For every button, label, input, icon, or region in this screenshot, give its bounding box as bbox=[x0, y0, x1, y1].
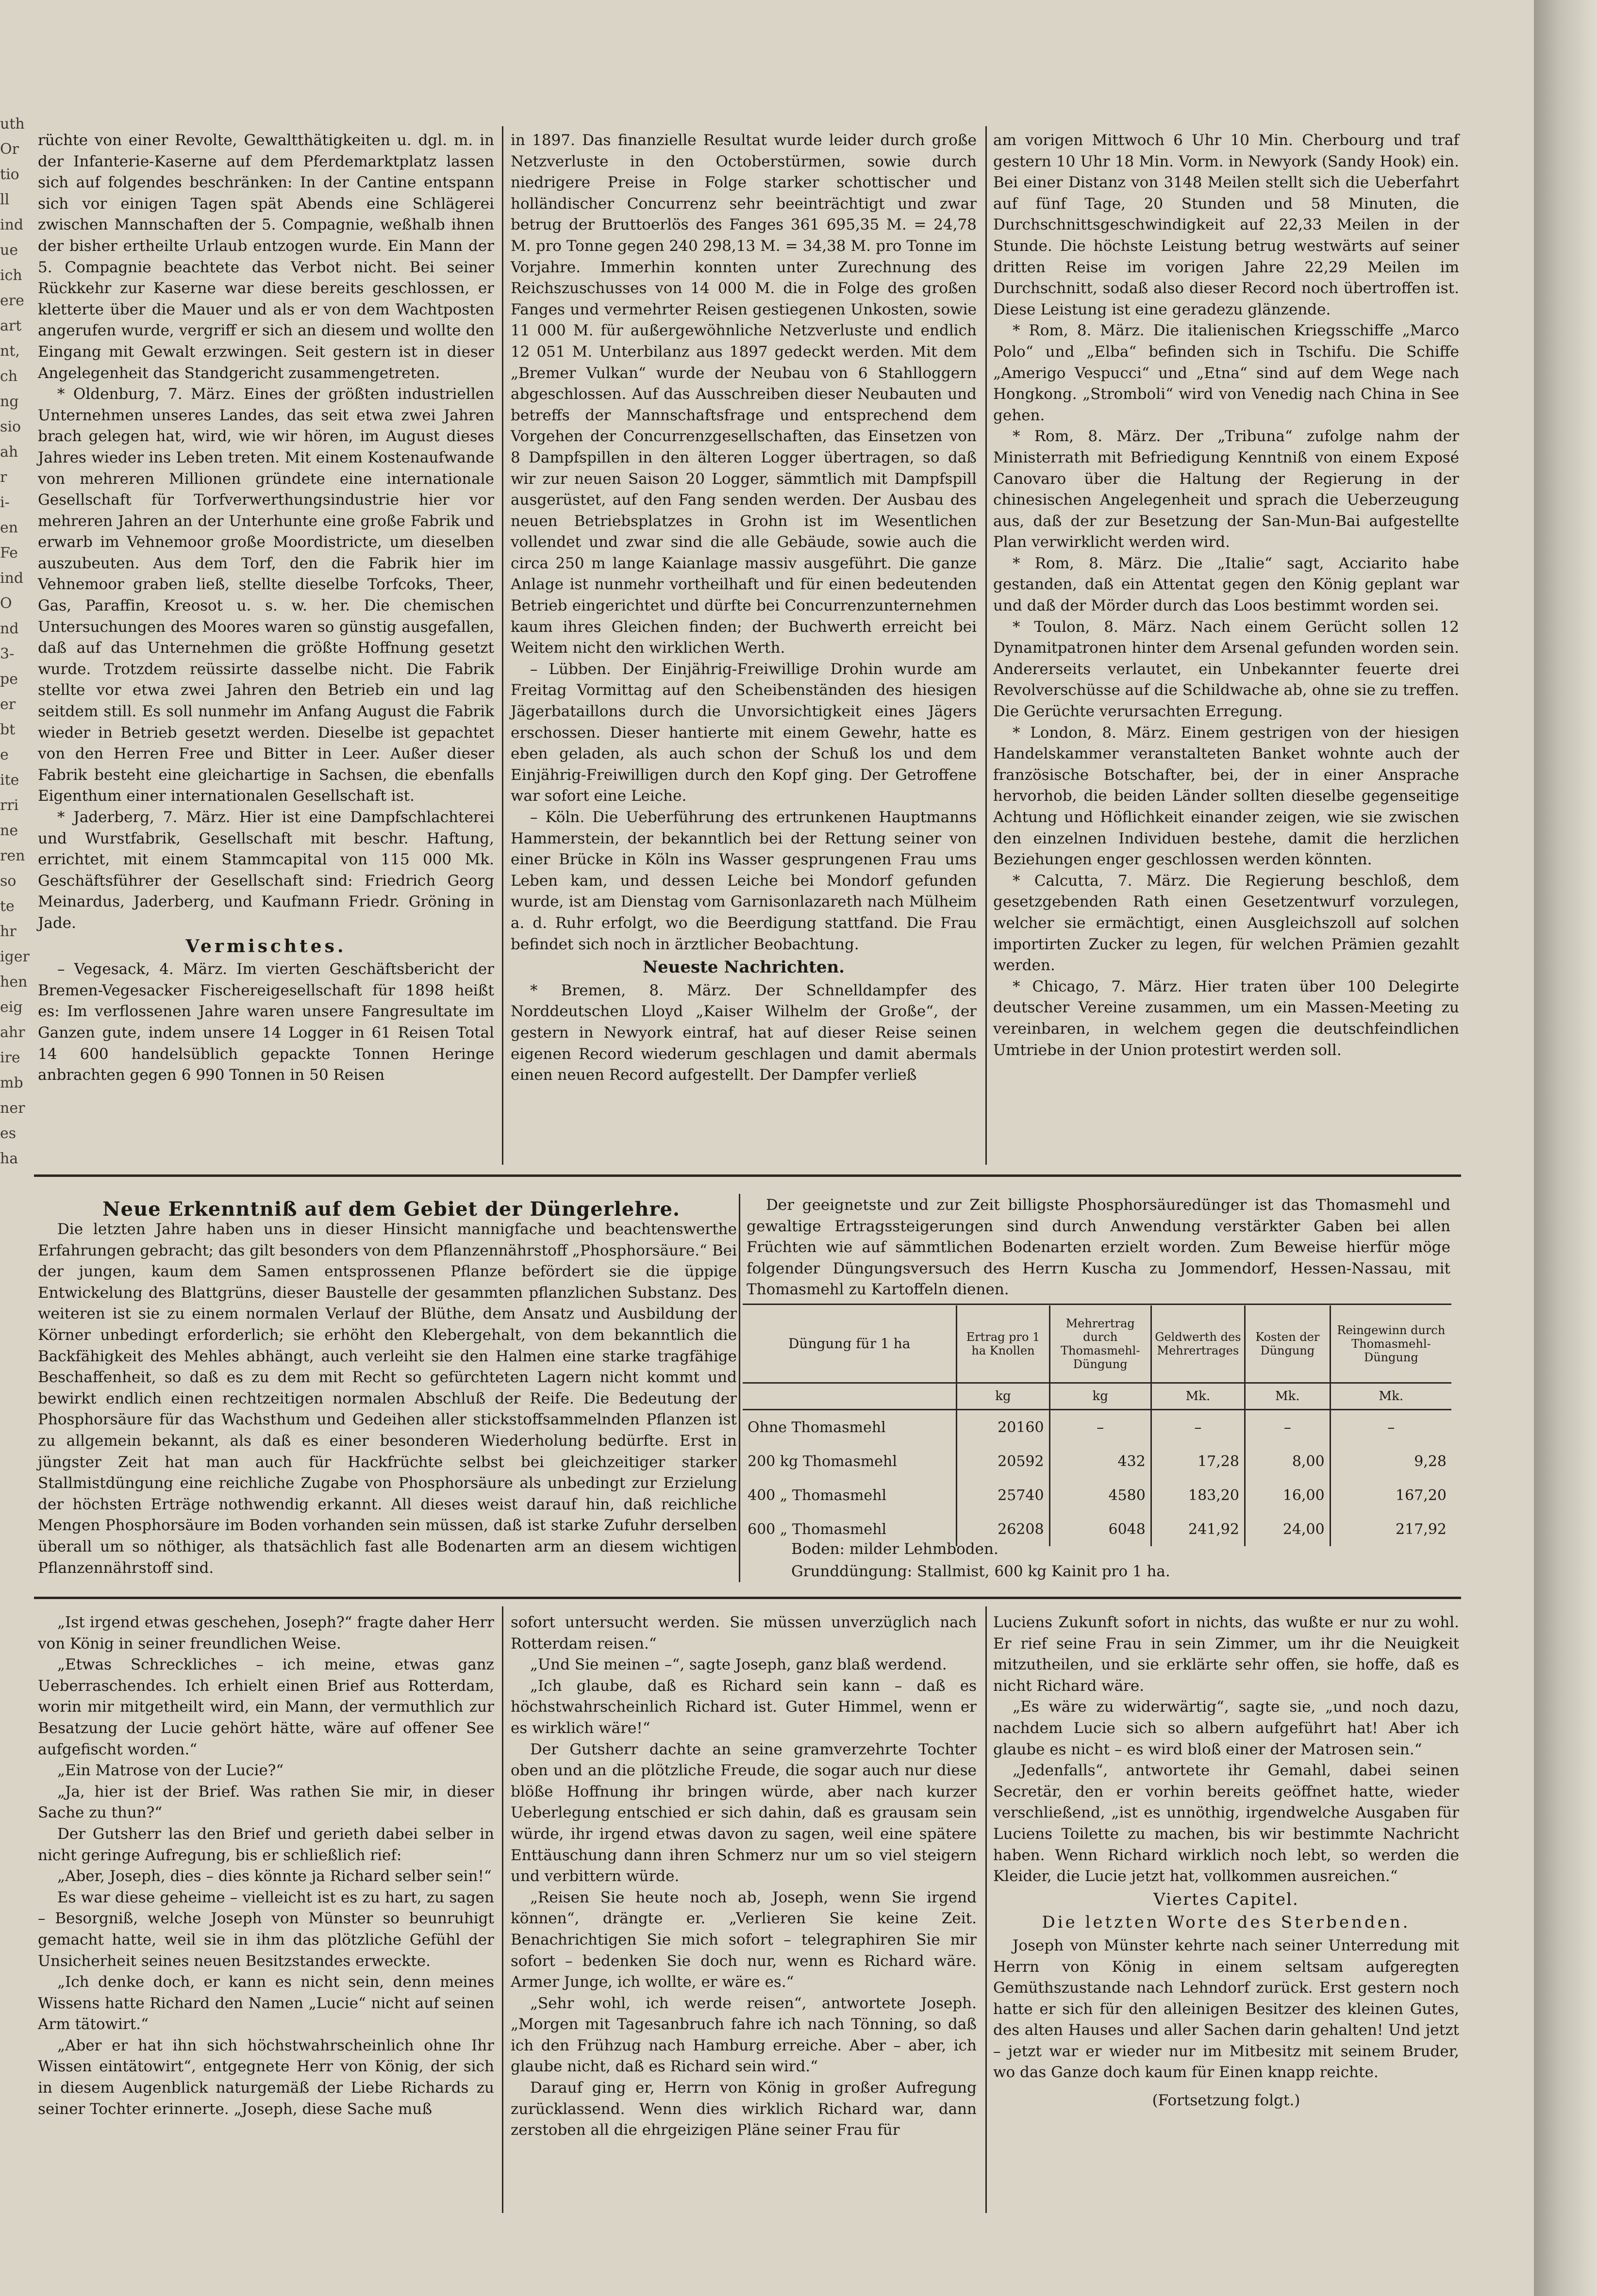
fertilizer-table bbox=[743, 1305, 1451, 1546]
novel-rule-2 bbox=[985, 1606, 987, 2213]
unit-cell: kg bbox=[1049, 1383, 1151, 1410]
value-cell: 167,20 bbox=[1330, 1478, 1451, 1512]
novel-paragraph: „Aber, Joseph, dies – dies könnte ja Richard selber sein!“ bbox=[57, 1867, 492, 1885]
stub-fragment: ind bbox=[0, 216, 24, 233]
novel-paragraph: Luciens Zukunft sofort in nichts, das wußte er nur zu wohl. Er rief seine Frau in sein Zimmer, um ihr die Neuigkeit mitzutheilen, und sie erklärte sehr offen, sie hoffe, daß es nicht Richard wäre. bbox=[993, 1614, 1459, 1695]
table-header: Ertrag pro 1 ha Knollen bbox=[957, 1305, 1049, 1383]
column-rule-2 bbox=[985, 126, 987, 1165]
novel-paragraph: Joseph von Münster kehrte nach seiner Unterredung mit Herrn von König in einem seltsam aufgeregten Gemüthszustande nach Lehndorf zurück. Erst gestern noch hatte er sich für den alleinigen Besitzer des kleinen Gutes, des alten Hauses und aller Sachen darin gehalten! Und jetzt – jetzt war er wieder nur im Mitbesitz mit seinem Bruder, wo das Ganze doch kaum für Einen knapp reichte. bbox=[993, 1936, 1459, 2081]
section-heading-vermischtes: Vermischtes. bbox=[185, 936, 347, 957]
novel-column-2 bbox=[511, 1612, 977, 2209]
novel-paragraph: „Es wäre zu widerwärtig“, sagte sie, „und noch dazu, nachdem Lucie sich so albern aufgeführt hat! Aber ich glaube es nicht – es wird bloß einer der Matrosen sein.“ bbox=[993, 1698, 1459, 1758]
stub-fragment: ire bbox=[0, 1049, 20, 1066]
stub-fragment: Fe bbox=[0, 545, 18, 562]
value-cell: 8,00 bbox=[1245, 1444, 1330, 1478]
stub-fragment: ind bbox=[0, 570, 24, 587]
dose-cell: 600 „ Thomasmehl bbox=[748, 1520, 887, 1538]
novel-paragraph: „Reisen Sie heute noch ab, Joseph, wenn Sie irgend können“, drängte er. „Verlieren Sie keine Zeit. Benachrichtigen Sie mich sofort – telegraphiren Sie mir sofort – bedenken Sie doch nur, wenn es Richard wäre. Armer Junge, ich wollte, er wäre es.“ bbox=[511, 1888, 977, 1991]
stub-fragment: te bbox=[0, 898, 15, 915]
stub-fragment: sio bbox=[0, 418, 21, 435]
stub-fragment: r bbox=[0, 469, 7, 486]
chapter-number: Viertes Capitel. bbox=[1153, 1889, 1299, 1909]
stub-fragment: mb bbox=[0, 1074, 23, 1091]
news-paragraph: rüchte von einer Revolte, Gewaltthätigkeiten u. dgl. m. in der Infanterie-Kaserne auf dem Pferdemarktplatz lassen sich auf folgendes beschränken: In der Cantine entspann sich vor einigen Tagen spät Abends eine Schlägerei zwischen Mannschaften der 5. Compagnie, weßhalb ihnen der bisher ertheilte Urlaub entzogen wurde. Ein Mann der 5. Compagnie beachtete das Verbot nicht. Bei seiner Rückkehr zur Kaserne war diese bereits geschlossen, er kletterte über die Mauer und als er von dem Wachtposten angerufen wurde, vergriff er sich an diesem und wollte den Eingang mit Gewalt erzwingen. Seit gestern ist in dieser Angelegenheit das Standgericht zusammengetreten. bbox=[38, 132, 494, 382]
stub-fragment: nd bbox=[0, 620, 19, 637]
novel-paragraph: sofort untersucht werden. Sie müssen unverzüglich nach Rotterdam reisen.“ bbox=[511, 1614, 977, 1652]
table-header: Geldwerth des Mehrertrages bbox=[1151, 1305, 1245, 1383]
rule-above-novel bbox=[34, 1597, 1461, 1599]
value-cell: 183,20 bbox=[1151, 1478, 1245, 1512]
value-cell: 20592 bbox=[957, 1444, 1049, 1478]
news-paragraph: – Vegesack, 4. März. Im vierten Geschäftsbericht der Bremen-Vegesacker Fischereigesellschaft für 1898 heißt es: Im verflossenen Jahre waren unsere Fangresultate im Ganzen gute, indem unsere 14 Logger in 61 Reisen Total 14 600 handelsüblich gepackte Tonnen Heringe anbrachten gegen 6 990 Tonnen in 50 Reisen bbox=[38, 960, 494, 1084]
stub-fragment: rri bbox=[0, 797, 19, 814]
table-row bbox=[743, 1444, 1451, 1478]
novel-paragraph: „Ich glaube, daß es Richard sein kann – daß es höchstwahrscheinlich Richard ist. Guter Himmel, wenn er es wirklich wäre!“ bbox=[511, 1677, 977, 1737]
stub-fragment: i- bbox=[0, 494, 10, 511]
news-paragraph: * Bremen, 8. März. Der Schnelldampfer des Norddeutschen Lloyd „Kaiser Wilhelm der Große“, der gestern in Newyork eintraf, hat auf dieser Reise seinen eigenen Record wiederum geschlagen und damit abermals einen neuen Record aufgestellt. Der Dampfer verließ bbox=[511, 981, 977, 1084]
stub-fragment: ah bbox=[0, 444, 18, 461]
novel-paragraph: „Ist irgend etwas geschehen, Joseph?“ fragte daher Herr von König in seiner freundlichen Weise. bbox=[38, 1614, 494, 1652]
novel-paragraph: Der Gutsherr dachte an seine gramverzehrte Tochter oben und an die plötzliche Freude, die sogar auch nur diese blöße Hoffnung ihr bringen würde, aber nach kurzer Ueberlegung entschied er sich dahin, daß es grausam sein würde, ihr irgend etwas davon zu sagen, weil eine spätere Enttäuschung dann ihren Schmerz nur um so viel steigern und verbittern würde. bbox=[511, 1740, 977, 1885]
novel-paragraph: Es war diese geheime – vielleicht ist es zu hart, zu sagen – Besorgniß, welche Joseph von Münster so beunruhigt gemacht hatte, weil sie in ihm das plötzliche Gefühl der Unsicherheit seines neuen Besitzstandes erweckte. bbox=[38, 1888, 494, 1970]
stub-fragment: tio bbox=[0, 166, 19, 183]
adjacent-page-stub bbox=[0, 112, 30, 1179]
table-row bbox=[743, 1478, 1451, 1512]
table-top-rule bbox=[743, 1304, 1451, 1305]
news-paragraph: * Calcutta, 7. März. Die Regierung beschloß, dem gesetzgebenden Rath einen Gesetzentwurf vorzulegen, welcher sie ermächtigt, einen Ausgleichszoll auf solchen importirten Zucker zu legen, für welchen Prämien gezahlt werden. bbox=[993, 872, 1459, 975]
value-cell: 20160 bbox=[957, 1410, 1049, 1445]
dose-cell: Ohne Thomasmehl bbox=[748, 1419, 886, 1436]
stub-fragment: hr bbox=[0, 923, 17, 940]
news-paragraph: * London, 8. März. Einem gestrigen von der hiesigen Handelskammer veranstalteten Banket wohnte auch der französische Botschafter, bei, der in einer Ansprache hervorhob, die beiden Länder sollten dieselbe gegenseitige Achtung und Höflichkeit einander zeigen, wie sie zwischen den einzelnen Individuen bestehe, damit die herzlichen Beziehungen enger geschlossen werden könnten. bbox=[993, 724, 1459, 869]
value-cell: 217,92 bbox=[1330, 1512, 1451, 1546]
news-paragraph: * Rom, 8. März. Der „Tribuna“ zufolge nahm der Ministerrath mit Befriedigung Kenntniß von einem Exposé Canovaro über die Haltung der Regierung in der chinesischen Angelegenheit und sprach die Ueberzeugung aus, daß der zur Besetzung der San-Mun-Bai aufgestellte Plan verwirklicht werden wird. bbox=[993, 428, 1459, 551]
stub-fragment: uth bbox=[0, 116, 25, 132]
news-paragraph: * Jaderberg, 7. März. Hier ist eine Dampfschlachterei und Wurstfabrik, Gesellschaft mit beschr. Haftung, errichtet, mit einem Stammcapital von 115 000 Mk. Geschäftsführer der Gesellschaft sind: Friedrich Georg Meinardus, Jaderberg, und Kaufmann Friedr. Gröning in Jade. bbox=[38, 809, 494, 932]
stub-fragment: iger bbox=[0, 948, 30, 965]
news-paragraph: in 1897. Das finanzielle Resultat wurde leider durch große Netzverluste in den Octoberstürmen, sowie durch niedrigere Preise in Folge starker schottischer und holländischer Concurrenz sehr beeinträchtigt und zwar betrug der Bruttoerlös des Fanges 361 695,35 M. = 24,78 M. pro Tonne gegen 240 298,13 M. = 34,38 M. pro Tonne im Vorjahre. Immerhin konnten unter Zurechnung des Reichszuschusses von 14 000 M. die in Folge des großen Fanges und vermehrter Reisen gestiegenen Unkosten, sowie 11 000 M. für außergewöhnliche Netzverluste und endlich 12 051 M. Unterbilanz aus 1897 gedeckt werden. Mit dem „Bremer Vulkan“ wurde der Neubau von 6 Stahlloggern abgeschlossen. Auf das Ausschreiben dieser Neubauten und betreffs der Mannschaftsfrage und entsprechend dem Vorgehen der Concurrenzgesellschaften, das Einsetzen von 8 Dampfspillen in den älteren Logger übertragen, so daß wir zur neuen Saison 20 Logger, sämmtlich mit Dampfspill ausgerüstet, auf den Fang senden werden. Der Ausbau des neuen Betriebsplatzes in Grohn ist im Wesentlichen vollendet und zwar sind die alle Gebäude, sowie auch die circa 250 m lange Kaianlage massiv ausgeführt. Die ganze Anlage ist nunmehr vortheilhaft und für einen bedeutenden Betrieb eingerichtet und dürfte bei Concurrenzunternehmen kaum ihres Gleichen finden; der Buchwerth erreicht bei Weitem nicht den wirklichen Werth. bbox=[511, 132, 977, 657]
table-header: Reingewinn durch Thomasmehl-Düngung bbox=[1330, 1305, 1451, 1383]
novel-paragraph: „Etwas Schreckliches – ich meine, etwas ganz Ueberraschendes. Ich erhielt einen Brief aus Rotterdam, worin mir mitgetheilt wird, ein Mann, der vermuthlich zur Besatzung der Lucie gehört hätte, wäre auf offener See aufgefischt worden.“ bbox=[38, 1656, 494, 1758]
stub-fragment: eig bbox=[0, 999, 23, 1016]
stub-fragment: ahr bbox=[0, 1024, 25, 1041]
stub-fragment: ite bbox=[0, 772, 19, 789]
novel-rule-1 bbox=[502, 1606, 503, 2213]
news-paragraph: * Rom, 8. März. Die italienischen Kriegsschiffe „Marco Polo“ und „Elba“ befinden sich in Tschifu. Die Schiffe „Amerigo Vespucci“ und „Etna“ sind auf dem Wege nach Hongkong. „Stromboli“ wird von Venedig nach China in See gehen. bbox=[993, 322, 1459, 424]
value-cell: 241,92 bbox=[1151, 1512, 1245, 1546]
value-cell: – bbox=[1049, 1410, 1151, 1445]
article-right-text: Der geeignetste und zur Zeit billigste Phosphorsäuredünger ist das Thomasmehl und gewaltige Ertragssteigerungen sind durch Anwendung verstärkter Gaben bei allen Früchten wie auf sämmtlichen Bodenarten erzielt worden. Zum Beweise hierfür möge folgender Düngungsversuch des Herrn Kuscha zu Jommendorf, Hessen-Nassau, mit Thomasmehl zu Kartoffeln dienen. bbox=[747, 1196, 1450, 1299]
article-left-column bbox=[38, 1219, 737, 1583]
value-cell: 9,28 bbox=[1330, 1444, 1451, 1478]
novel-paragraph: „Und Sie meinen –“, sagte Joseph, ganz blaß werdend. bbox=[530, 1656, 947, 1674]
dose-cell: 200 kg Thomasmehl bbox=[748, 1453, 897, 1470]
unit-cell: Mk. bbox=[1151, 1383, 1245, 1410]
stub-fragment: ch bbox=[0, 368, 18, 385]
novel-paragraph: „Sehr wohl, ich werde reisen“, antwortete Joseph. „Morgen mit Tagesanbruch fahre ich nach Tönning, so daß ich den Frühzug nach Hamburg erreiche. Aber – aber, ich glaube nicht, daß es Richard sein wird.“ bbox=[511, 1994, 977, 2076]
value-cell: 26208 bbox=[957, 1512, 1049, 1546]
value-cell: 24,00 bbox=[1245, 1512, 1330, 1546]
table-row bbox=[743, 1410, 1451, 1445]
stub-fragment: es bbox=[0, 1125, 17, 1142]
value-cell: – bbox=[1151, 1410, 1245, 1445]
value-cell: 17,28 bbox=[1151, 1444, 1245, 1478]
value-cell: 432 bbox=[1049, 1444, 1151, 1478]
novel-paragraph: „Ja, hier ist der Brief. Was rathen Sie mir, in dieser Sache zu thun?“ bbox=[38, 1783, 494, 1822]
chapter-title: Die letzten Worte des Sterbenden. bbox=[1042, 1913, 1411, 1933]
news-paragraph: am vorigen Mittwoch 6 Uhr 10 Min. Cherbourg und traf gestern 10 Uhr 18 Min. Vorm. in Newyork (Sandy Hook) ein. Bei einer Distanz von 3148 Meilen stellt sich die Ueberfahrt auf fünf Tage, 20 Stunden und 58 Minuten, die Durchschnittsgeschwindigkeit auf 22,33 Meilen in der Stunde. Die höchste Leistung betrug westwärts auf seiner dritten Reise im vorigen Jahre 22,29 Meilen im Durchschnitt, sodaß also dieser Record noch übertroffen ist. Diese Leistung ist eine geradezu glänzende. bbox=[993, 132, 1459, 318]
novel-paragraph: „Jedenfalls“, antwortete ihr Gemahl, dabei seinen Secretär, den er vorhin bereits geöffnet hatte, wieder verschließend, „ist es unnöthig, irgendwelche Ausgaben für Luciens Toilette zu machen, bis wir bestimmte Nachricht haben. Wenn Richard wirklich noch lebt, so werden die Kleider, die Lucie jetzt hat, vollkommen ausreichen.“ bbox=[993, 1762, 1459, 1885]
value-cell: 4580 bbox=[1049, 1478, 1151, 1512]
news-paragraph: * Chicago, 7. März. Hier traten über 100 Delegirte deutscher Vereine zusammen, um ein Massen-Meeting zu vereinbaren, in welchem gegen die deutschfeindlichen Umtriebe in der Union protestirt werden soll. bbox=[993, 977, 1459, 1059]
stub-fragment: bt bbox=[0, 721, 16, 738]
value-cell: 16,00 bbox=[1245, 1478, 1330, 1512]
section-heading-neueste-nachrichten: Neueste Nachrichten. bbox=[642, 958, 845, 977]
column-1 bbox=[38, 130, 494, 1154]
stub-fragment: Or bbox=[0, 141, 19, 158]
stub-fragment: ue bbox=[0, 242, 18, 259]
stub-fragment: er bbox=[0, 696, 16, 713]
value-cell: 6048 bbox=[1049, 1512, 1151, 1546]
stub-fragment: nt, bbox=[0, 343, 20, 360]
unit-cell: Mk. bbox=[1245, 1383, 1330, 1410]
dose-cell: 400 „ Thomasmehl bbox=[748, 1487, 887, 1504]
column-rule-1 bbox=[502, 126, 503, 1165]
value-cell: – bbox=[1245, 1410, 1330, 1445]
article-right-column bbox=[747, 1195, 1450, 1302]
stub-fragment: en bbox=[0, 519, 18, 536]
stub-fragment: ren bbox=[0, 847, 25, 864]
article-headline: Neue Erkenntniß auf dem Gebiet der Düngerlehre. bbox=[102, 1198, 680, 1221]
novel-paragraph: „Ein Matrose von der Lucie?“ bbox=[57, 1762, 284, 1780]
table-header: Mehrertrag durch Thomasmehl-Düngung bbox=[1049, 1305, 1151, 1383]
novel-paragraph: „Ich denke doch, er kann es nicht sein, denn meines Wissens hatte Richard den Namen „Lucie“ nicht auf seinen Arm tätowirt.“ bbox=[38, 1973, 494, 2033]
news-paragraph: – Köln. Die Ueberführung des ertrunkenen Hauptmanns Hammerstein, der bekanntlich bei der Rettung seiner von einer Brücke in Köln ins Wasser gesprungenen Frau ums Leben kam, und dessen Leiche bei Mondorf gefunden wurde, ist am Dienstag vom Garnisonlazareth nach Mülheim a. d. Ruhr erfolgt, wo die Beerdigung stattfand. Die Frau befindet sich noch in ärztlicher Beobachtung. bbox=[511, 809, 977, 953]
page-edge bbox=[1534, 0, 1597, 2296]
column-2 bbox=[511, 130, 977, 1154]
stub-fragment: ich bbox=[0, 267, 22, 284]
stub-fragment: 3- bbox=[0, 645, 15, 662]
value-cell: 25740 bbox=[957, 1478, 1049, 1512]
news-paragraph: – Lübben. Der Einjährig-Freiwillige Drohin wurde am Freitag Vormittag auf den Scheibenständen des hiesigen Jägerbataillons durch die Unvorsichtigkeit eines Jägers erschossen. Dieser hantierte mit einem Gewehr, hatte es eben geladen, als auch schon der Schuß los und dem Einjährig-Freiwilligen durch den Kopf ging. Der Getroffene war sofort eine Leiche. bbox=[511, 660, 977, 805]
article-column-rule bbox=[739, 1194, 740, 1582]
novel-paragraph: Der Gutsherr las den Brief und gerieth dabei selber in nicht geringe Aufregung, bis er schließlich rief: bbox=[38, 1825, 494, 1864]
stub-fragment: ere bbox=[0, 292, 24, 309]
novel-paragraph: Darauf ging er, Herrn von König in großer Aufregung zurücklassend. Wenn dies wirklich Richard war, dann zerstoben all die ehrgeizigen Pläne seiner Frau für bbox=[511, 2079, 977, 2139]
to-be-continued: (Fortsetzung folgt.) bbox=[1152, 2092, 1300, 2110]
stub-fragment: e bbox=[0, 746, 9, 763]
stub-fragment: so bbox=[0, 873, 17, 890]
novel-column-3 bbox=[993, 1612, 1459, 2209]
value-cell: – bbox=[1330, 1410, 1451, 1445]
unit-cell: Mk. bbox=[1330, 1383, 1451, 1410]
stub-fragment: hen bbox=[0, 974, 28, 991]
stub-fragment: O bbox=[0, 595, 12, 612]
stub-fragment: art bbox=[0, 317, 22, 334]
unit-cell: kg bbox=[957, 1383, 1049, 1410]
stub-fragment: ha bbox=[0, 1150, 18, 1167]
table-header: Kosten der Düngung bbox=[1245, 1305, 1330, 1383]
stub-fragment: ne bbox=[0, 822, 18, 839]
news-paragraph: * Oldenburg, 7. März. Eines der größten industriellen Unternehmen unseres Landes, das seit etwa zwei Jahren brach gelegen hat, wird, wie wir hören, im August dieses Jahres wieder ins Leben treten. Mit einem Kostenaufwande von mehreren Millionen gründete eine internationale Gesellschaft für Torfverwerthungsindustrie hier vor mehreren Jahren an der Unterhunte eine große Fabrik und erwarb im Vehnemoor große Moordistricte, um dieselben auszubeuten. Aus dem Torf, den die Fabrik hier im Vehnemoor graben ließ, stellte dieselbe Torfcoks, Theer, Gas, Paraffin, Kreosot u. s. w. her. Die chemischen Untersuchungen des Moores waren so günstig ausgefallen, daß auf das Unternehmen die größte Hoffnung gesetzt wurde. Trotzdem reüssirte dasselbe nicht. Die Fabrik stellte vor etwa zwei Jahren den Betrieb ein und lag seitdem still. Es soll nunmehr im Anfang August die Fabrik wieder in Betrieb gesetzt werden. Dieselbe ist gepachtet von den Herren Free und Bitter in Leer. Außer dieser Fabrik besteht eine gleichartige in Sachsen, die ebenfalls Eigenthum einer internationalen Gesellschaft ist. bbox=[38, 385, 494, 805]
article-left-text: Die letzten Jahre haben uns in dieser Hinsicht mannigfache und beachtenswerthe Erfahrungen gebracht; das gilt besonders von dem Pflanzennährstoff „Phosphorsäure.“ Bei der jungen, kaum dem Samen entsprossenen Pflanze befördert sie die üppige Entwickelung des Blattgrüns, dieser Baustelle der gesammten pflanzlichen Substanz. Des weiteren ist sie zu einem normalen Verlauf der Blüthe, dem Ansatz und Ausbildung der Körner unbedingt erforderlich; sie erhöht den Klebergehalt, von dem bekanntlich die Backfähigkeit des Mehles abhängt, auch verleiht sie den Halmen eine starke tragfähige Beschaffenheit, so daß es zu dem mit Recht so gefürchteten Lagern nicht kommt und bewirkt endlich einen rechtzeitigen normalen Abschluß der Reife. Die Bedeutung der Phosphorsäure für das Wachsthum und Gedeihen aller stickstoffsammelnden Pflanzen ist zu allgemein bekannt, als daß es einer besonderen Wiederholung bedürfte. Erst in jüngster Zeit hat man auch für Hackfrüchte selbst bei gleichzeitiger starker Stallmistdüngung eine reichliche Zugabe von Phosphorsäure als unbedingt zur Erzielung der höchsten Erträge nothwendig erkannt. All dieses weist darauf hin, daß reichliche Mengen Phosphorsäure im Boden vorhanden sein müssen, daß ist starke Zufuhr derselben überall um so nöthiger, als thatsächlich fast alle Bodenarten arm an diesem wichtigen Pflanzennährstoff sind. bbox=[38, 1221, 737, 1577]
stub-fragment: ner bbox=[0, 1100, 25, 1117]
stub-fragment: ng bbox=[0, 393, 19, 410]
table-footnote-fertilization: Grunddüngung: Stallmist, 600 kg Kainit pro 1 ha. bbox=[791, 1563, 1170, 1580]
table-header: Düngung für 1 ha bbox=[743, 1305, 957, 1383]
unit-cell bbox=[743, 1383, 957, 1410]
news-paragraph: * Toulon, 8. März. Nach einem Gerücht sollen 12 Dynamitpatronen hinter dem Arsenal gefunden worden sein. Andererseits verlautet, ein Unbekannter feuerte drei Revolverschüsse auf die Schildwache ab, ohne sie zu treffen. Die Gerüchte verursachten Erregung. bbox=[993, 618, 1459, 721]
novel-column-1 bbox=[38, 1612, 494, 2209]
news-paragraph: * Rom, 8. März. Die „Italie“ sagt, Acciarito habe gestanden, daß ein Attentat gegen den König geplant war und daß der Mörder durch das Loos bestimmt worden sei. bbox=[993, 554, 1459, 615]
rule-above-article bbox=[34, 1174, 1461, 1177]
column-3 bbox=[993, 130, 1459, 1154]
table-footnote-soil: Boden: milder Lehmboden. bbox=[791, 1540, 998, 1558]
stub-fragment: pe bbox=[0, 671, 18, 688]
stub-fragment: ll bbox=[0, 191, 10, 208]
novel-paragraph: „Aber er hat ihn sich höchstwahrscheinlich ohne Ihr Wissen eintätowirt“, entgegnete Herr von König, der sich in diesem Augenblick naturgemäß der Liebe Richards zu seiner Tochter erinnerte. „Joseph, diese Sache muß bbox=[38, 2036, 494, 2118]
